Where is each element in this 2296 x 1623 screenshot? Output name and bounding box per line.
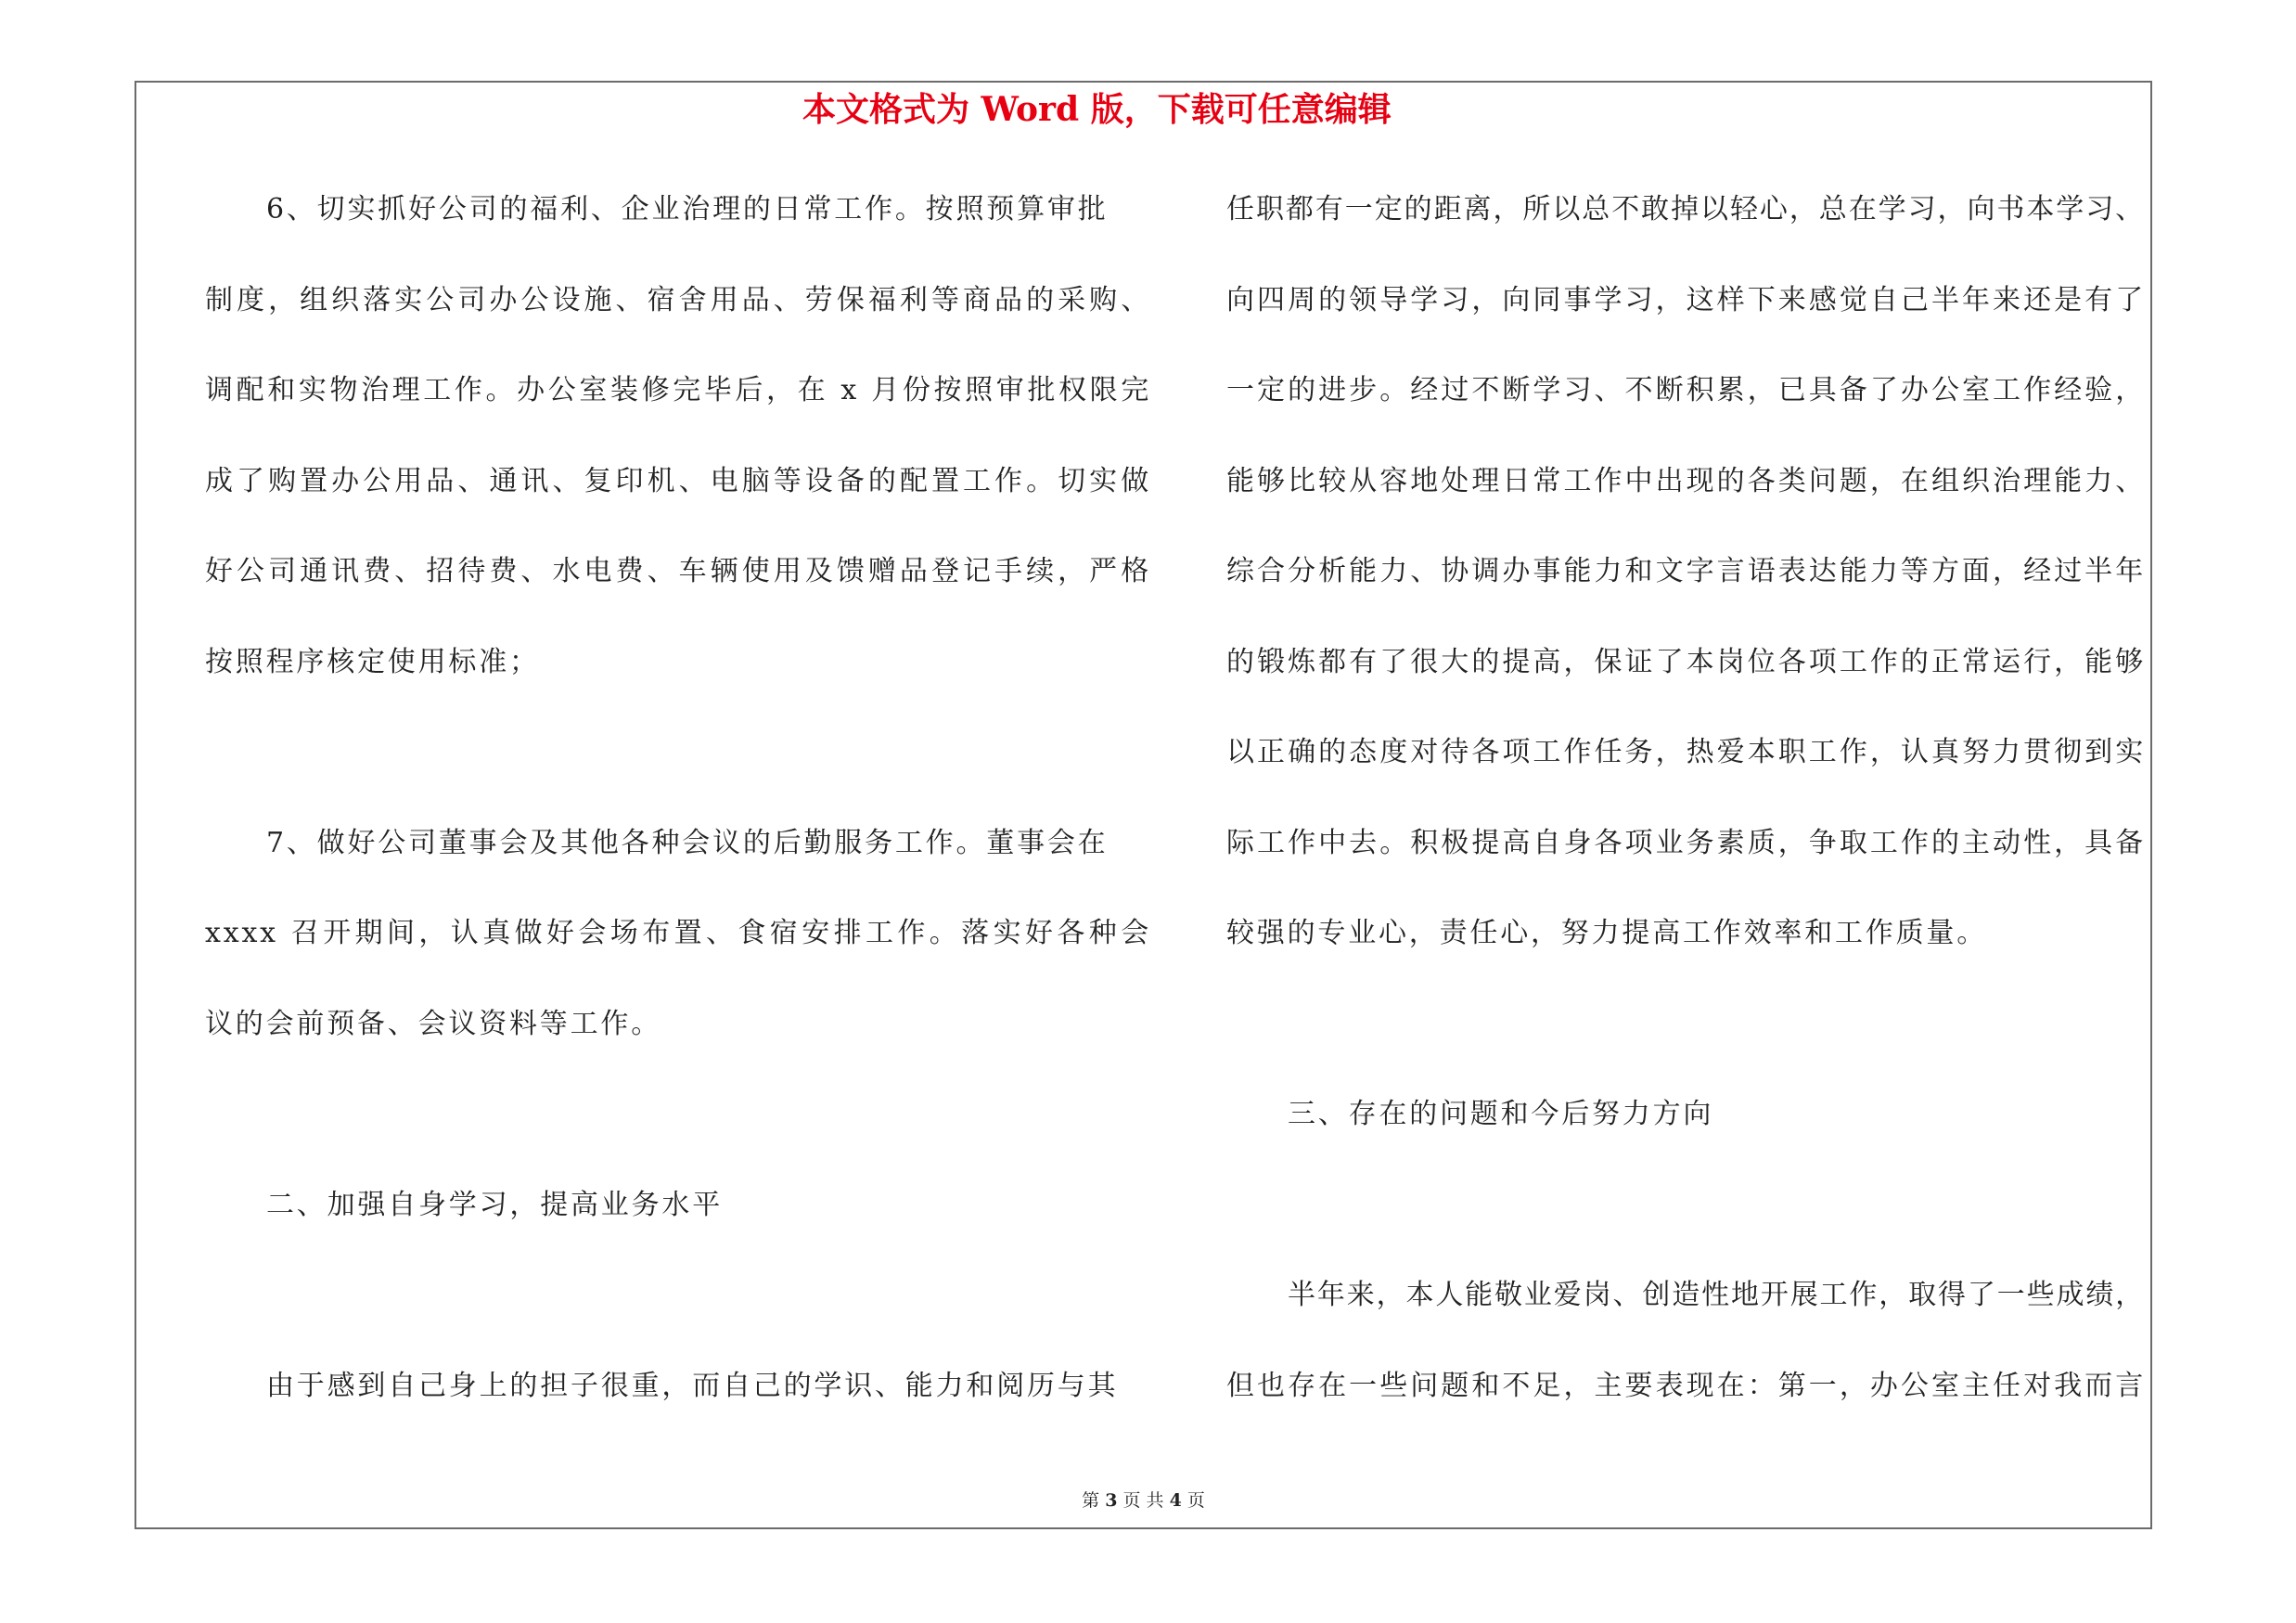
footer-page-middle: 页 共 [1122,1490,1164,1511]
footer-page-suffix: 页 [1186,1490,1205,1511]
page-footer [135,1490,2152,1511]
section-heading-text: 三、存在的问题和今后努力方向 [1288,1098,1714,1130]
paragraph [1226,1250,2145,1431]
text-line: 但也存在一些问题和不足，主要表现在：第一，办公室主任对我而言 [1226,1369,2145,1402]
text-line: 议的会前预备、会议资料等工作。 [205,1007,661,1040]
text-line: 任职都有一定的距离，所以总不敢掉以轻心，总在学习，向书本学习、 [1226,193,2145,225]
text-line: 按照程序核定使用标准； [205,645,540,678]
text-line: xxxx 召开期间，认真做好会场布置、食宿安排工作。落实好各种会 [205,917,1151,949]
paragraph [205,1341,1151,1432]
footer-page-prefix: 第 [1082,1490,1100,1511]
text-line: 的锻炼都有了很大的提高，保证了本岗位各项工作的正常运行，能够 [1226,645,2145,678]
text-line: 际工作中去。积极提高自身各项业务素质，争取工作的主动性，具备 [1226,826,2145,859]
text-line: 由于感到自己身上的担子很重，而自己的学识、能力和阅历与其 [266,1369,1119,1402]
text-line: 好公司通讯费、招待费、水电费、车辆使用及馈赠品登记手续，严格 [205,555,1151,587]
text-line: 以正确的态度对待各项工作任务，热爱本职工作，认真努力贯彻到实 [1226,736,2145,768]
text-line: 7、做好公司董事会及其他各种会议的后勤服务工作。董事会在 [266,826,1109,859]
format-notice: 本文格式为 Word 版，下载可任意编辑 [802,90,1392,129]
text-line: 较强的专业心，责任心，努力提高工作效率和工作质量。 [1226,917,1987,949]
text-line: 综合分析能力、协调办事能力和文字言语表达能力等方面，经过半年 [1226,555,2145,587]
text-line: 制度，组织落实公司办公设施、宿舍用品、劳保福利等商品的采购、 [205,283,1151,316]
paragraph [205,164,1151,707]
section-heading [205,1160,1151,1251]
text-line: 调配和实物治理工作。办公室装修完毕后，在 x 月份按照审批权限完 [205,374,1151,406]
left-column [205,164,1151,1522]
right-column [1226,164,2145,1522]
text-line: 能够比较从容地处理日常工作中出现的各类问题，在组织治理能力、 [1226,464,2145,497]
text-line: 半年来，本人能敬业爱岗、创造性地开展工作，取得了一些成绩， [1288,1279,2145,1311]
text-line: 成了购置办公用品、通讯、复印机、电脑等设备的配置工作。切实做 [205,464,1151,497]
text-line: 向四周的领导学习，向同事学习，这样下来感觉自己半年来还是有了 [1226,283,2145,316]
text-line: 一定的进步。经过不断学习、不断积累，已具备了办公室工作经验， [1226,374,2145,406]
paragraph [205,798,1151,1070]
section-heading [1226,1069,2145,1160]
total-pages: 4 [1169,1490,1182,1511]
text-line: 6、切实抓好公司的福利、企业治理的日常工作。按照预算审批 [266,193,1109,225]
paragraph [1226,164,2145,979]
page-number: 3 [1105,1490,1118,1511]
section-heading-text: 二、加强自身学习，提高业务水平 [266,1188,723,1221]
